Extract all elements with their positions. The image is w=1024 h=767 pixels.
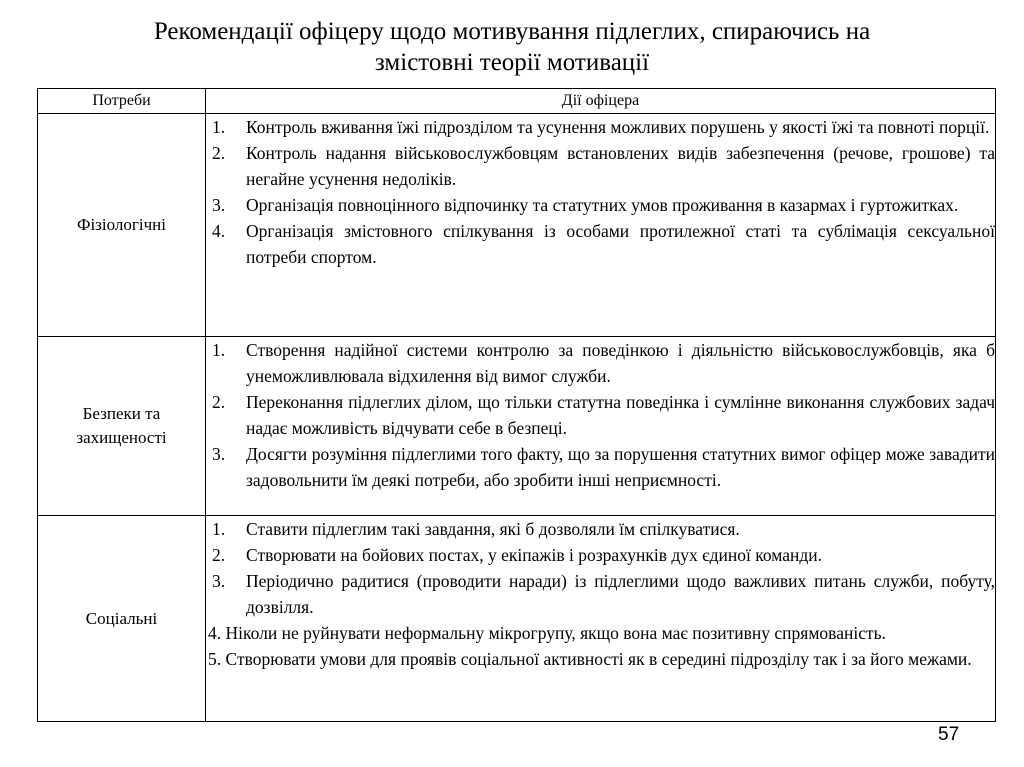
item-number: 4. [212, 221, 226, 241]
table-row [38, 516, 996, 722]
header-officer-actions: Дії офіцера [206, 89, 996, 114]
item-text: Організація повноцінного відпочинку та статутних умов проживання в казармах і гуртожитках. [246, 195, 959, 215]
need-social: Соціальні [38, 516, 206, 722]
need-safety: Безпеки та захищеності [38, 337, 206, 516]
list-item [206, 516, 995, 542]
item-number: 1. [212, 340, 226, 360]
table-header-row [38, 89, 996, 114]
title-line-2: змістовні теорії мотивації [374, 49, 650, 76]
item-text: Організація змістовного спілкування із особами протилежної статі та сублімація сексуальної потреби спортом. [246, 221, 995, 267]
list-item [206, 542, 995, 568]
item-text: Переконання підлеглих ділом, що тільки статутна поведінка і сумлінне виконання службових задач надає можливість відчувати себе в безпеці. [246, 392, 995, 438]
item-text: Створення надійної системи контролю за поведінкою і діяльністю військовослужбовців, яка б унеможливлювала відхилення від вимог служби. [246, 340, 995, 386]
title-line-1: Рекомендації офіцеру щодо мотивування підлеглих, спираючись на [153, 18, 871, 45]
item-text: Створювати на бойових постах, у екіпажів і розрахунків дух єдиної команди. [246, 545, 823, 565]
list-item [206, 568, 995, 620]
item-text: Ставити підлеглим такі завдання, які б дозволяли їм спілкуватися. [246, 519, 740, 539]
page-number: 57 [938, 724, 960, 745]
item-number: 1. [212, 519, 226, 539]
list-item [206, 192, 995, 218]
item-number: 1. [212, 117, 226, 137]
list-item [206, 114, 995, 140]
list-item [206, 646, 995, 672]
actions-cell [206, 516, 996, 722]
list-item [206, 218, 995, 270]
item-text: Досягти розуміння підлеглими того факту, що за порушення статутних вимог офіцер може завадити задовольнити їм деякі потреби, або зробити інші неприємності. [246, 444, 995, 490]
item-text: Контроль надання військовослужбовцям встановлених видів забезпечення (речове, грошове) та негайне усунення недоліків. [246, 143, 995, 189]
table-row [38, 337, 996, 516]
motivation-table [37, 88, 996, 722]
item-text: Ніколи не руйнувати неформальну мікрогрупу, якщо вона має позитивну спрямованість. [225, 623, 886, 643]
item-number: 5. [208, 649, 222, 669]
list-item [206, 389, 995, 441]
item-number: 3. [212, 195, 226, 215]
item-text: Контроль вживання їжі підрозділом та усунення можливих порушень у якості їжі та повноті порції. [246, 117, 990, 137]
list-item [206, 620, 995, 646]
list-item [206, 441, 995, 493]
need-physiological: Фізіологічні [38, 114, 206, 337]
item-number: 3. [212, 444, 226, 464]
item-number: 3. [212, 571, 226, 591]
item-number: 4. [208, 623, 222, 643]
item-text: Створювати умови для проявів соціальної активності як в середині підрозділу так і за його межами. [225, 649, 972, 669]
header-needs: Потреби [38, 89, 206, 114]
table-row [38, 114, 996, 337]
item-text: Періодично радитися (проводити наради) із підлеглими щодо важливих питань служби, побуту, дозвілля. [246, 571, 995, 617]
item-number: 2. [212, 392, 226, 412]
item-number: 2. [212, 545, 226, 565]
actions-cell [206, 337, 996, 516]
list-item [206, 337, 995, 389]
slide-title [60, 16, 964, 78]
list-item [206, 140, 995, 192]
item-number: 2. [212, 143, 226, 163]
actions-cell [206, 114, 996, 337]
